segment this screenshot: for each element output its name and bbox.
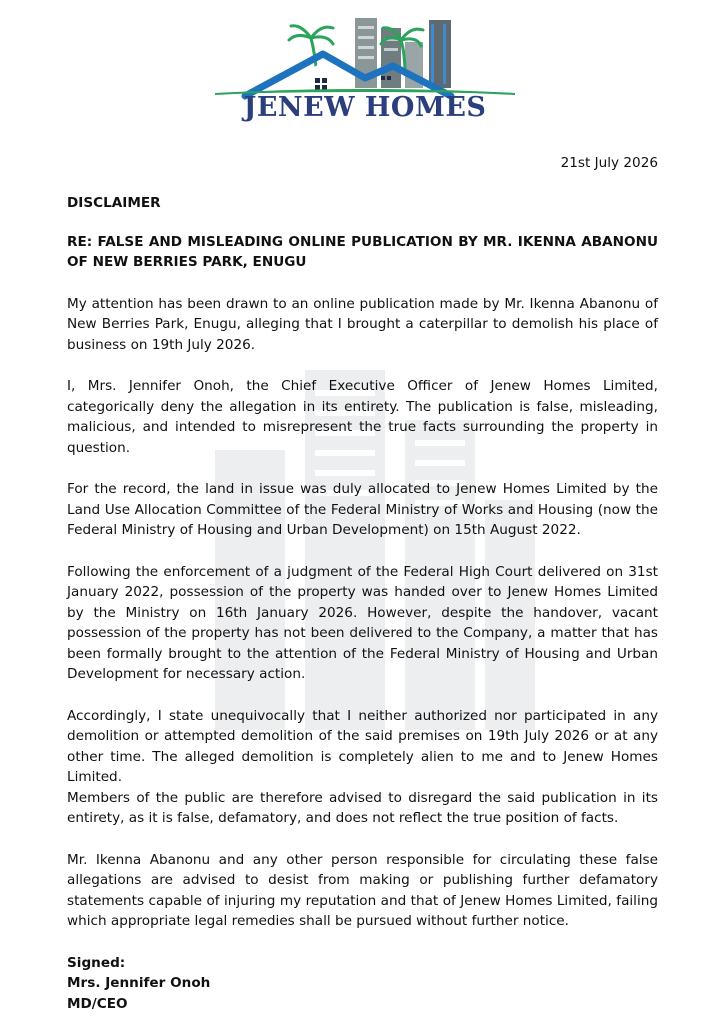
letter-subject: RE: FALSE AND MISLEADING ONLINE PUBLICATION BY MR. IKENNA ABANONU OF NEW BERRIES PARK, ENUGU	[67, 233, 658, 270]
letter-title: DISCLAIMER	[67, 195, 161, 211]
paragraph: Accordingly, I state unequivocally that I neither authorized nor participated in any demolition or attempted demolition of the said premises on 19th July 2026 or at any other time. The alleged demolition is completely alien to me and to Jenew Homes Limited.	[67, 707, 658, 785]
paragraph: I, Mrs. Jennifer Onoh, the Chief Executive Officer of Jenew Homes Limited, categorically deny the allegation in its entirety. The publication is false, misleading, malicious, and intended to misrepresent the true facts surrounding the property in question.	[67, 378, 658, 456]
signature-block	[67, 953, 658, 1015]
brand-name: JENEW HOMES	[243, 92, 487, 123]
paragraph: Mr. Ikenna Abanonu and any other person responsible for circulating these false allegations are advised to desist from making or publishing further defamatory statements capable of injuring my reputation and that of Jenew Homes Limited, failing which appropriate legal remedies shall be pursued without further notice.	[67, 851, 658, 929]
letter-date: 21st July 2026	[560, 155, 658, 171]
signatory-name: Mrs. Jennifer Onoh	[67, 975, 211, 991]
signatory-role: MD/CEO	[67, 995, 128, 1012]
signed-label: Signed:	[67, 954, 126, 971]
letter-body	[67, 193, 658, 1014]
paragraph: Following the enforcement of a judgment of the Federal High Court delivered on 31st January 2022, possession of the property was handed over to Jenew Homes Limited by the Ministry on 16th January 2026. However, despite the handover, vacant possession of the property has not been delivered to the Company, a matter that has been formally brought to the attention of the Federal Ministry of Housing and Urban Development for necessary action.	[67, 563, 658, 682]
paragraph: My attention has been drawn to an online publication made by Mr. Ikenna Abanonu of New Berries Park, Enugu, alleging that I brought a caterpillar to demolish his place of business on 19th July 2026.	[67, 295, 658, 353]
paragraph: Members of the public are therefore advised to disregard the said publication in its entirety, as it is false, defamatory, and does not reflect the true position of facts.	[67, 789, 658, 826]
paragraph: For the record, the land in issue was duly allocated to Jenew Homes Limited by the Land Use Allocation Committee of the Federal Ministry of Works and Housing (now the Federal Ministry of Housing and Urban Development) on 15th August 2022.	[67, 481, 658, 538]
